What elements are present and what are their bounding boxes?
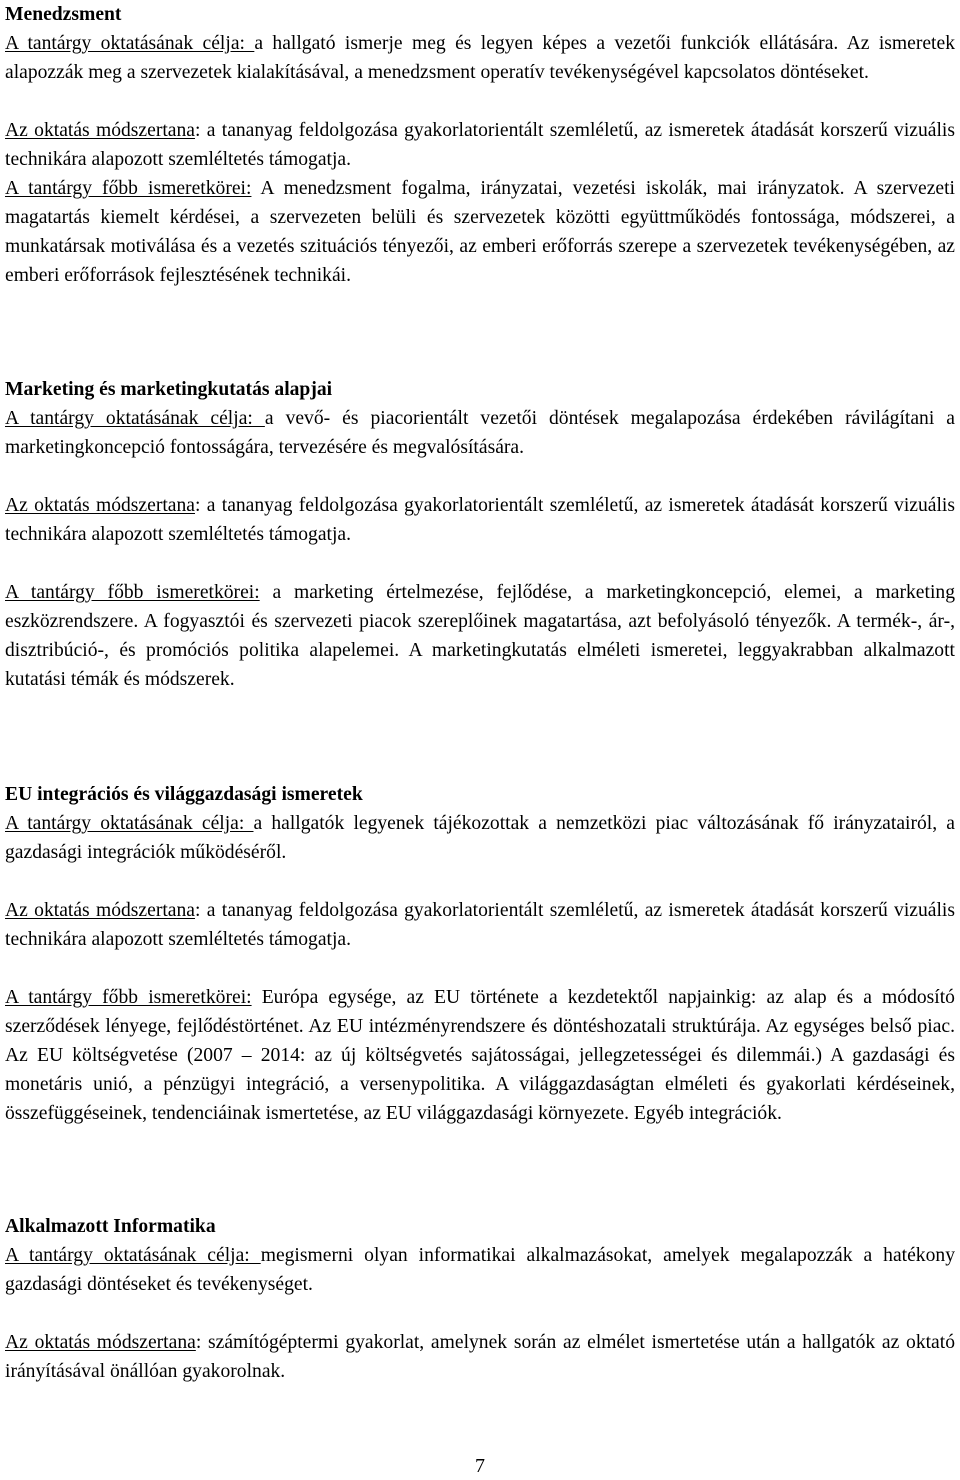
page-number: 7 xyxy=(475,1455,485,1477)
cel-paragraph xyxy=(5,404,955,462)
modszer-paragraph xyxy=(5,116,955,174)
section-title: EU integrációs és világgazdasági ismeretek xyxy=(5,784,363,805)
cel-paragraph xyxy=(5,1241,955,1299)
cel-label: A tantárgy oktatásának célja: xyxy=(5,1245,261,1266)
cel-label: A tantárgy oktatásának célja: xyxy=(5,408,265,429)
cel-text: megismerni olyan informatikai alkalmazásokat, amelyek megalapozzák a hatékony gazdasági döntéseket és tevékenységet. xyxy=(5,1245,955,1295)
temakor-paragraph xyxy=(5,578,955,694)
cel-label: A tantárgy oktatásának célja: xyxy=(5,813,254,834)
cel-text: a hallgató ismerje meg és legyen képes a vezetői funkciók ellátására. Az ismeretek alapozzák meg a szervezetek kialakításával, a menedzsment operatív tevékenységével kapcsolatos döntéseket. xyxy=(5,33,955,83)
cel-paragraph xyxy=(5,29,955,87)
modszer-paragraph xyxy=(5,1328,955,1386)
modszer-label: Az oktatás módszertana xyxy=(5,495,195,516)
modszer-paragraph xyxy=(5,896,955,954)
temakor-text: A menedzsment fogalma, irányzatai, vezetési iskolák, mai irányzatok. A szervezeti magatartás kiemelt kérdései, a szervezeten belüli és szervezetek közötti együttműködés fontossága, módszerei, a munkatársak motiválása és a vezetés szituációs tényezői, az emberi erőforrás szerepe a szervezetek tevékenységében, az emberi erőforrások fejlesztésének technikái. xyxy=(5,178,955,286)
temakor-label: A tantárgy főbb ismeretkörei: xyxy=(5,178,252,199)
section-marketing xyxy=(5,375,955,694)
modszer-text: : a tananyag feldolgozása gyakorlatorientált szemléletű, az ismeretek átadását korszerű vizuális technikára alapozott szemléltetés támogatja. xyxy=(5,900,955,950)
temakor-label: A tantárgy főbb ismeretkörei: xyxy=(5,582,260,603)
temakor-text: a marketing értelmezése, fejlődése, a marketingkoncepció, elemei, a marketing eszközrendszere. A fogyasztói és szervezeti piacok szereplőinek magatartása, azt befolyásoló tényezők. A termék-, ár-, disztribúció-, és promóciós politika alapelemei. A marketingkutatás elméleti ismeretei, leggyakrabban alkalmazott kutatási témák és módszerek. xyxy=(5,582,955,690)
temakor-label: A tantárgy főbb ismeretkörei: xyxy=(5,987,252,1008)
temakor-text: Európa egysége, az EU története a kezdetektől napjainkig: az alap és a módosító szerződések lényege, fejlődéstörténet. Az EU intézményrendszere és döntéshozatali struktúrája. Az egységes belső piac. Az EU költségvetése (2007 – 2014: az új költségvetés sajátosságai, jellegzetességei és dilemmái.) A gazdasági és monetáris unió, a pénzügyi integráció, a versenypolitika. A világgazdaságtan elméleti és gyakorlati kérdéseinek, összefüggéseinek, tendenciáinak ismertetése, az EU világgazdasági környezete. Egyéb integrációk. xyxy=(5,987,955,1124)
cel-paragraph xyxy=(5,809,955,867)
temakor-paragraph xyxy=(5,174,955,290)
temakor-paragraph xyxy=(5,983,955,1128)
section-title: Menedzsment xyxy=(5,4,122,25)
modszer-label: Az oktatás módszertana xyxy=(5,120,195,141)
cel-text: a hallgatók legyenek tájékozottak a nemzetközi piac változásának fő irányzatairól, a gazdasági integrációk működéséről. xyxy=(5,813,955,863)
modszer-text: : a tananyag feldolgozása gyakorlatorientált szemléletű, az ismeretek átadását korszerű vizuális technikára alapozott szemléltetés támogatja. xyxy=(5,120,955,170)
modszer-paragraph xyxy=(5,491,955,549)
modszer-label: Az oktatás módszertana xyxy=(5,1332,196,1353)
modszer-text: : számítógéptermi gyakorlat, amelynek során az elmélet ismertetése után a hallgatók az oktató irányításával önállóan gyakorolnak. xyxy=(5,1332,955,1382)
section-title: Alkalmazott Informatika xyxy=(5,1216,216,1237)
cel-label: A tantárgy oktatásának célja: xyxy=(5,33,255,54)
cel-text: a vevő- és piacorientált vezetői döntések megalapozása érdekében rávilágítani a marketingkoncepció fontosságára, tervezésére és megvalósítására. xyxy=(5,408,955,458)
modszer-label: Az oktatás módszertana xyxy=(5,900,195,921)
section-eu-integracio xyxy=(5,780,955,1128)
section-alkalmazott-informatika xyxy=(5,1212,955,1386)
section-menedzsment xyxy=(5,0,955,290)
section-title: Marketing és marketingkutatás alapjai xyxy=(5,379,333,400)
modszer-text: : a tananyag feldolgozása gyakorlatorientált szemléletű, az ismeretek átadását korszerű vizuális technikára alapozott szemléltetés támogatja. xyxy=(5,495,955,545)
